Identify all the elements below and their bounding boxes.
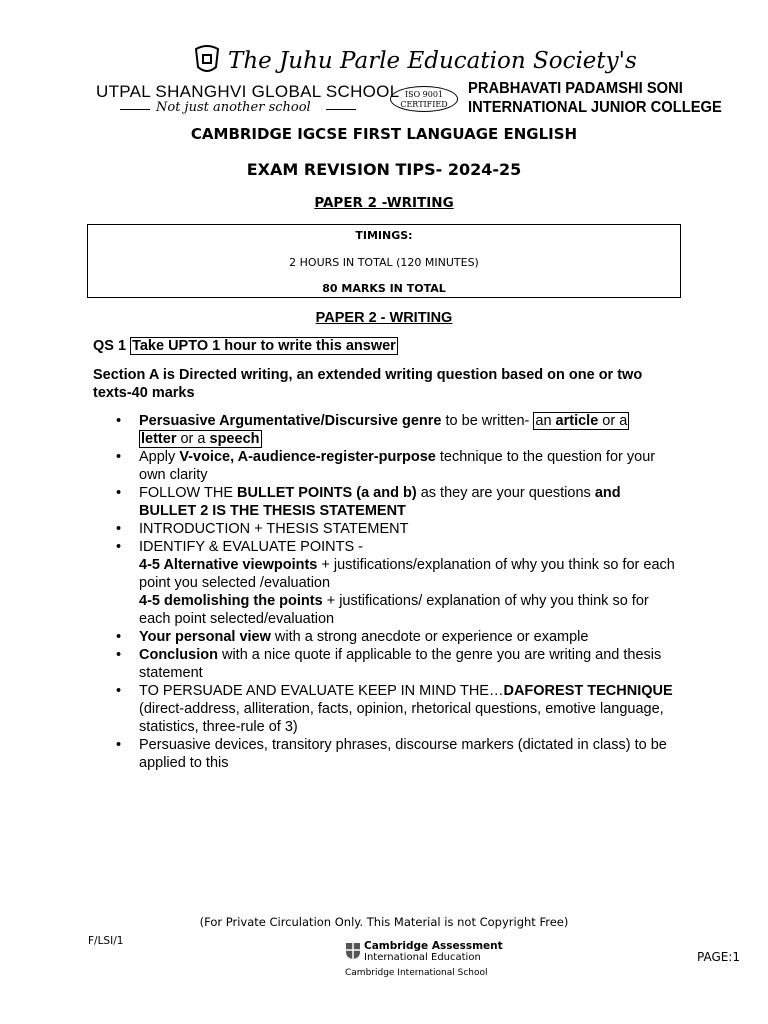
genre-text: Persuasive Argumentative/Discursive genre bbox=[139, 413, 442, 429]
list-item bbox=[116, 646, 676, 682]
timings-marks: 80 MARKS IN TOTAL bbox=[322, 282, 446, 295]
course-title: CAMBRIDGE IGCSE FIRST LANGUAGE ENGLISH bbox=[190, 125, 578, 143]
timings-box bbox=[87, 224, 681, 298]
timings-label: TIMINGS: bbox=[355, 229, 413, 242]
page-number: PAGE:1 bbox=[697, 950, 741, 964]
college-name-line1: PRABHAVATI PADAMSHI SONI bbox=[468, 80, 683, 97]
list-item-text: with a strong anecdote or experience or example bbox=[270, 629, 589, 645]
list-item-text: as they are your questions bbox=[416, 485, 595, 501]
revision-tips-title: EXAM REVISION TIPS- 2024-25 bbox=[246, 160, 522, 179]
college-name-line2: INTERNATIONAL JUNIOR COLLEGE bbox=[468, 99, 722, 116]
vap-technique: V-voice, A-audience-register-purpose bbox=[179, 449, 436, 465]
list-item-text: FOLLOW THE bbox=[139, 485, 238, 501]
list-item bbox=[116, 484, 676, 520]
question-instruction: Take UPTO 1 hour to write this answer bbox=[132, 338, 396, 354]
circulation-note: (For Private Circulation Only. This Material is not Copyright Free) bbox=[199, 915, 569, 929]
tagline-rule-left bbox=[120, 109, 150, 110]
list-item-text: with a nice quote if applicable to the genre you are writing and thesis statement bbox=[139, 647, 662, 681]
bullet-points-text: BULLET POINTS bbox=[237, 485, 353, 501]
list-item-text: or a bbox=[598, 413, 628, 429]
list-item-text: (direct-address, alliteration, facts, opinion, rhetorical questions, emotive language, statistics, three-rule of 3) bbox=[139, 701, 664, 735]
alternative-viewpoints: 4-5 Alternative viewpoints bbox=[139, 557, 318, 573]
cambridge-school-text: Cambridge International School bbox=[345, 968, 488, 978]
iso-line1: ISO 9001 bbox=[404, 90, 444, 99]
cambridge-assessment-text: Cambridge Assessment bbox=[364, 940, 503, 952]
list-item bbox=[116, 682, 676, 736]
list-item-text: technique to the question for your own clarity bbox=[139, 449, 656, 483]
a-and-b-text: (a and b) bbox=[352, 485, 417, 501]
list-item bbox=[116, 448, 676, 484]
iso-line2: CERTIFIED bbox=[400, 100, 448, 109]
society-name: The Juhu Parle Education Society's bbox=[228, 48, 637, 74]
paper-title: PAPER 2 -WRITING bbox=[314, 195, 454, 211]
text-types-box bbox=[533, 412, 629, 430]
list-item-text: TO PERSUADE AND EVALUATE KEEP IN MIND THE… bbox=[139, 683, 504, 699]
society-crest-icon bbox=[192, 45, 222, 75]
list-item-text: + justifications/explanation of why you think so for each point you selected /evaluation bbox=[139, 557, 675, 591]
timings-duration: 2 HOURS IN TOTAL (120 MINUTES) bbox=[289, 256, 479, 269]
article-text: article bbox=[555, 413, 599, 429]
list-item-text: + justifications/ explanation of why you think so for each point selected/evaluation bbox=[139, 593, 649, 627]
question-label: QS 1 bbox=[93, 338, 127, 354]
speech-text: speech bbox=[209, 431, 260, 447]
school-name-left: UTPAL SHANGHVI GLOBAL SCHOOL bbox=[96, 82, 400, 101]
letter-text: letter bbox=[141, 431, 177, 447]
list-item bbox=[116, 412, 676, 448]
iso-certified-seal bbox=[390, 86, 458, 112]
demolishing-points: 4-5 demolishing the points bbox=[139, 593, 323, 609]
list-item: • INTRODUCTION + THESIS STATEMENT bbox=[116, 520, 676, 538]
list-item-text: IDENTIFY & EVALUATE POINTS - bbox=[139, 539, 363, 555]
list-item-text: or a bbox=[176, 431, 210, 447]
tips-list bbox=[116, 412, 676, 772]
school-tagline: Not just another school bbox=[156, 100, 311, 115]
section-a-description: Section A is Directed writing, an extended writing question based on one or two texts-40 marks bbox=[93, 367, 643, 401]
list-item-text: to be written- bbox=[441, 413, 534, 429]
thesis-note: and BULLET 2 IS THE THESIS STATEMENT bbox=[139, 485, 621, 519]
cambridge-international-text: International Education bbox=[364, 952, 481, 963]
personal-view: Your personal view bbox=[139, 629, 271, 645]
conclusion: Conclusion bbox=[139, 647, 218, 663]
section-heading: PAPER 2 - WRITING bbox=[315, 310, 453, 326]
cambridge-shield-icon bbox=[345, 942, 361, 960]
daforest-technique: DAFOREST TECHNIQUE bbox=[503, 683, 673, 699]
tagline-rule-right bbox=[326, 109, 356, 110]
text-types-box-cont bbox=[139, 430, 262, 448]
list-item bbox=[116, 628, 676, 646]
document-code: F/LSI/1 bbox=[88, 935, 124, 947]
list-item-text: Apply bbox=[139, 449, 180, 465]
list-item-text: an bbox=[535, 413, 556, 429]
list-item bbox=[116, 538, 676, 628]
list-item: • Persuasive devices, transitory phrases, discourse markers (dictated in class) to be applied to this bbox=[116, 736, 676, 772]
question-line bbox=[93, 338, 398, 354]
